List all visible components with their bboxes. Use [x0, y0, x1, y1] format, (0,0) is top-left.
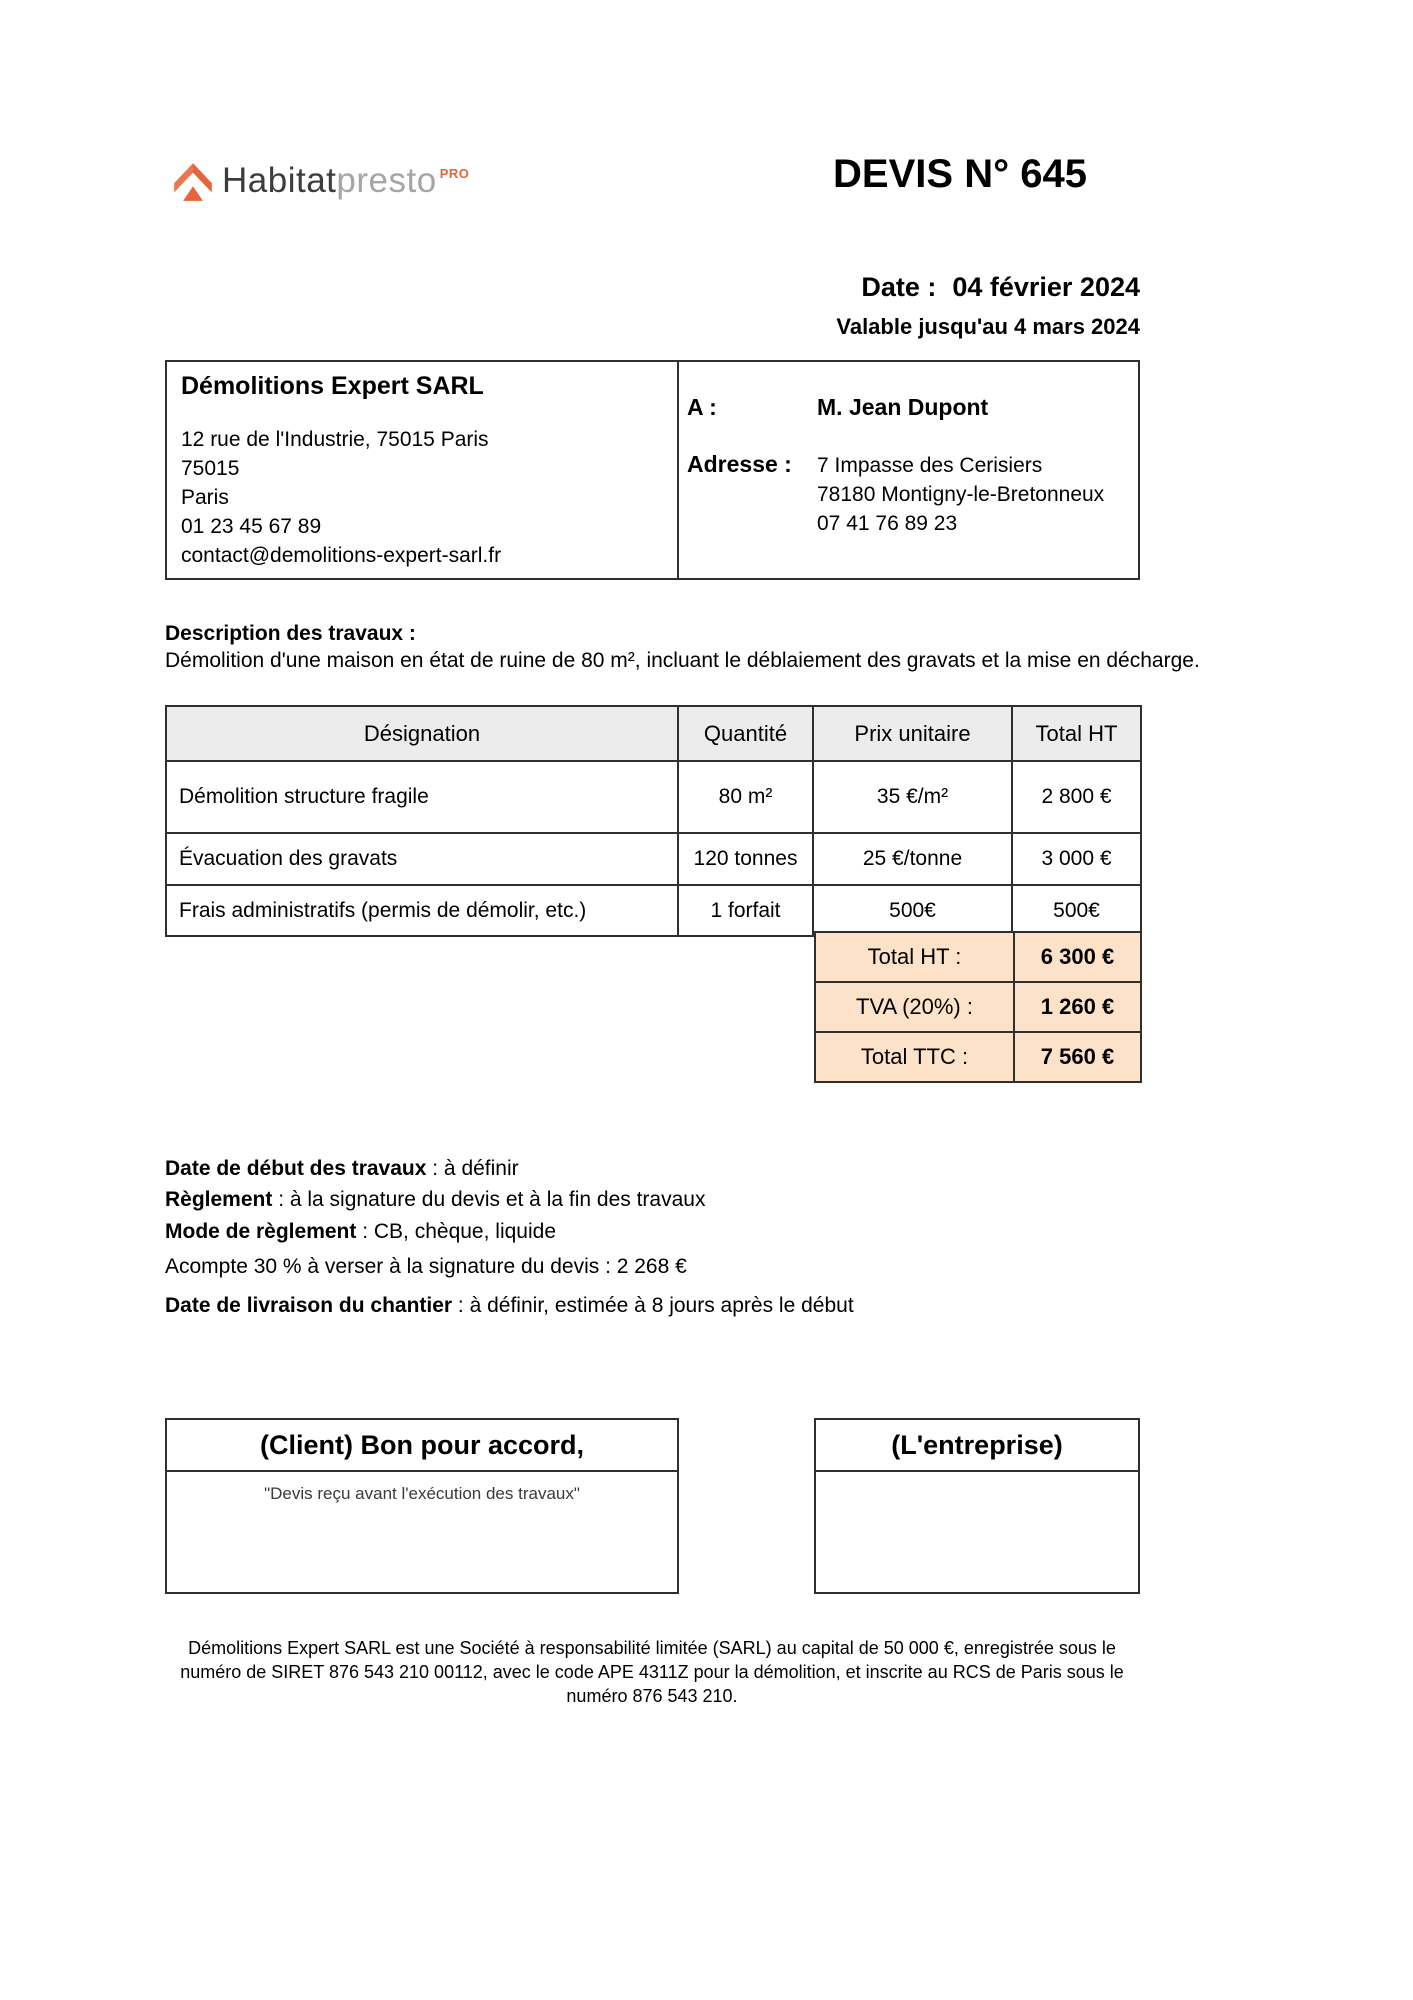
cell-quantity: 120 tonnes — [678, 833, 813, 885]
cell-total: 3 000 € — [1012, 833, 1141, 885]
cell-designation: Démolition structure fragile — [166, 761, 678, 833]
client-address-line: 78180 Montigny-le-Bretonneux — [817, 483, 1105, 506]
header-quantity: Quantité — [678, 706, 813, 761]
cell-unit-price: 35 €/m² — [813, 761, 1012, 833]
term-payment-method — [165, 1218, 1185, 1245]
term-text: : à la signature du devis et à la fin des travaux — [272, 1188, 706, 1211]
company-email-line: contact@demolitions-expert-sarl.fr — [181, 544, 502, 567]
header-total-ht: Total HT — [1012, 706, 1141, 761]
habitatpresto-house-icon — [174, 158, 212, 204]
legal-footer-line: numéro de SIRET 876 543 210 00112, avec le code APE 4311Z pour la démolition, et inscrite au RCS de Paris sous le — [180, 1662, 1124, 1682]
cell-unit-price: 25 €/tonne — [813, 833, 1012, 885]
term-text: : à définir — [426, 1157, 519, 1180]
term-delivery-date — [165, 1292, 1185, 1319]
term-label: Mode de règlement — [165, 1220, 357, 1243]
term-text: : CB, chèque, liquide — [356, 1220, 556, 1243]
client-signature-title: (Client) Bon pour accord, — [167, 1420, 677, 1472]
table-row — [166, 761, 1141, 833]
company-address-line: 12 rue de l'Industrie, 75015 Paris — [181, 428, 489, 451]
works-description-label: Description des travaux : — [165, 622, 416, 645]
cell-designation: Frais administratifs (permis de démolir, etc.) — [166, 885, 678, 936]
parties-box — [165, 360, 1140, 580]
company-zip-line: 75015 — [181, 457, 240, 480]
tva-label: TVA (20%) : — [815, 982, 1014, 1032]
items-table — [165, 705, 1142, 937]
client-name: M. Jean Dupont — [817, 394, 989, 420]
header-unit-price: Prix unitaire — [813, 706, 1012, 761]
term-label: Règlement — [165, 1188, 273, 1211]
table-row — [166, 833, 1141, 885]
client-to-row — [687, 394, 1128, 421]
client-address-block — [817, 451, 1104, 538]
client-phone-line: 07 41 76 89 23 — [817, 512, 958, 535]
cell-unit-price: 500€ — [813, 885, 1012, 936]
company-city-line: Paris — [181, 486, 229, 509]
term-payment — [165, 1186, 1185, 1213]
client-signature-box — [165, 1418, 679, 1594]
tva-value: 1 260 € — [1014, 982, 1141, 1032]
works-description-text: Démolition d'une maison en état de ruine de 80 m², incluant le déblaiement des gravats et la mise en décharge. — [165, 649, 1200, 672]
cell-designation: Évacuation des gravats — [166, 833, 678, 885]
cell-quantity: 80 m² — [678, 761, 813, 833]
header-designation: Désignation — [166, 706, 678, 761]
totals-table — [814, 931, 1142, 1083]
date-label: Date : — [861, 272, 937, 302]
document-title: DEVIS N° 645 — [833, 152, 1087, 196]
legal-footer — [132, 1636, 1172, 1708]
brand-secondary-text: presto — [336, 161, 437, 200]
term-deposit — [165, 1253, 1185, 1280]
date-block — [836, 272, 1140, 340]
client-address-label: Adresse : — [687, 451, 792, 477]
date-line — [836, 272, 1140, 303]
total-ht-value: 6 300 € — [1014, 932, 1141, 982]
client-to-label: A : — [687, 394, 717, 420]
term-start-date — [165, 1155, 1185, 1182]
total-ttc-value: 7 560 € — [1014, 1032, 1141, 1082]
validity-text: Valable jusqu'au 4 mars 2024 — [836, 314, 1140, 339]
habitatpresto-logo — [174, 158, 469, 211]
terms-section — [165, 1155, 1185, 1319]
table-row — [166, 885, 1141, 936]
company-signature-box — [814, 1418, 1140, 1594]
tva-row — [815, 982, 1141, 1032]
client-address-line: 7 Impasse des Cerisiers — [817, 454, 1043, 477]
term-text: Acompte 30 % à verser à la signature du devis : 2 268 € — [165, 1255, 687, 1278]
brand-pro-badge: PRO — [439, 166, 470, 181]
term-label: Date de début des travaux — [165, 1157, 427, 1180]
date-value: 04 février 2024 — [952, 272, 1140, 302]
brand-wordmark — [222, 158, 469, 211]
term-text: : à définir, estimée à 8 jours après le début — [452, 1294, 854, 1317]
company-info-box — [167, 362, 679, 578]
cell-total: 2 800 € — [1012, 761, 1141, 833]
client-signature-caption: "Devis reçu avant l'exécution des travaux" — [264, 1484, 580, 1503]
total-ttc-row — [815, 1032, 1141, 1082]
company-signature-title: (L'entreprise) — [816, 1420, 1138, 1472]
legal-footer-line: numéro 876 543 210. — [566, 1686, 738, 1706]
term-label: Date de livraison du chantier — [165, 1294, 453, 1317]
works-description — [165, 620, 1385, 674]
company-phone-line: 01 23 45 67 89 — [181, 515, 322, 538]
total-ttc-label: Total TTC : — [815, 1032, 1014, 1082]
total-ht-row — [815, 932, 1141, 982]
items-table-header-row — [166, 706, 1141, 761]
client-address-row — [687, 451, 1128, 538]
cell-quantity: 1 forfait — [678, 885, 813, 936]
total-ht-label: Total HT : — [815, 932, 1014, 982]
client-info-box — [679, 362, 1138, 578]
brand-primary-text: Habitat — [222, 161, 337, 200]
company-name: Démolitions Expert SARL — [181, 372, 484, 400]
cell-total: 500€ — [1012, 885, 1141, 936]
legal-footer-line: Démolitions Expert SARL est une Société à responsabilité limitée (SARL) au capital de 50 000 €, enregistrée sous le — [188, 1638, 1116, 1658]
